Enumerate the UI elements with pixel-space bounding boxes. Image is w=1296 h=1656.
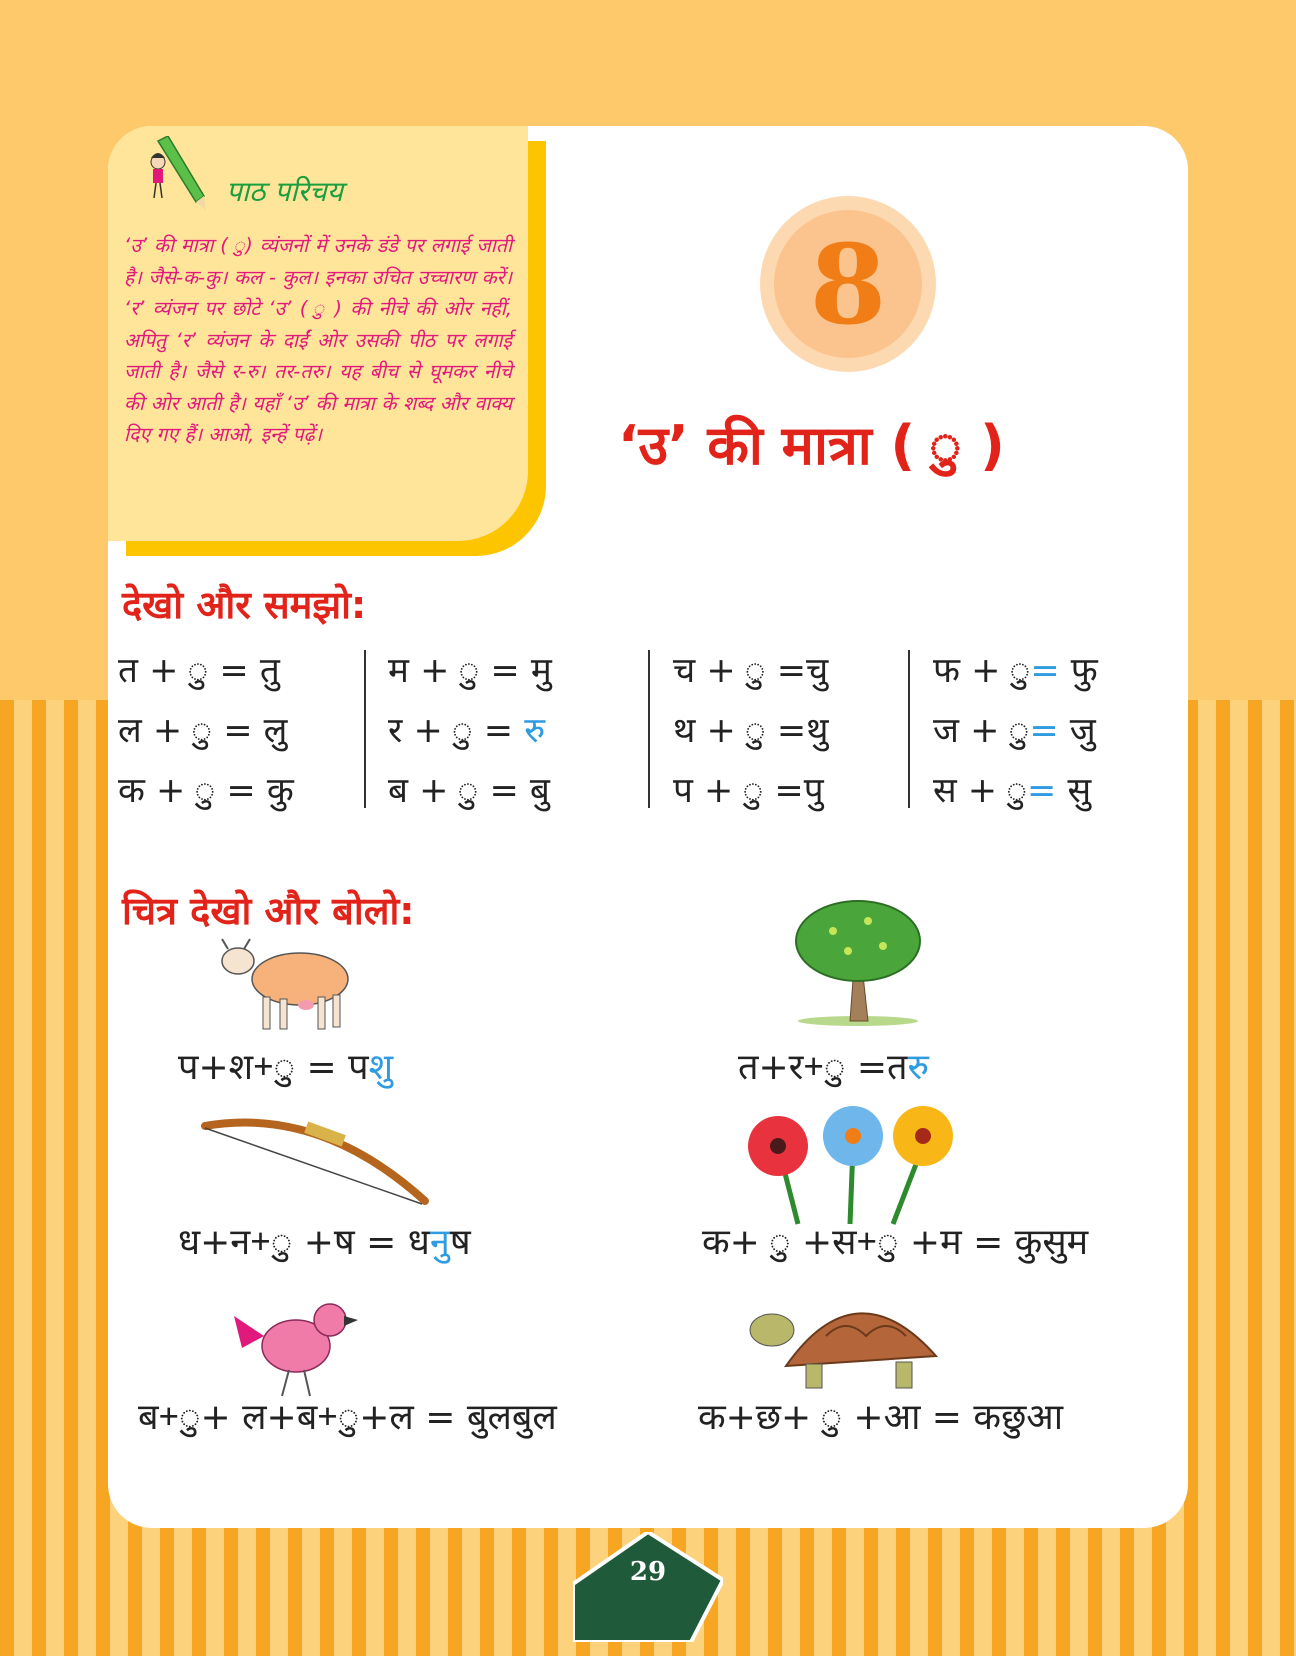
bird-icon xyxy=(234,1296,364,1406)
intro-title: पाठ परिचय xyxy=(226,175,343,208)
grid-row: फ + = फु xyxy=(933,651,1098,691)
word-taru: त+र+ =तरु xyxy=(738,1047,930,1088)
grid-column-2 xyxy=(388,646,552,826)
chapter-number-badge xyxy=(760,196,936,372)
grid-row: ल + = लु xyxy=(118,711,288,751)
grid-divider xyxy=(648,650,650,808)
intro-header xyxy=(138,136,343,216)
grid-divider xyxy=(364,650,366,808)
cow-icon xyxy=(218,931,358,1041)
grid-row: र + = रु xyxy=(388,711,546,751)
grid-row: थ + =थु xyxy=(673,711,829,751)
grid-column-3 xyxy=(673,646,829,826)
turtle-icon xyxy=(746,1286,946,1406)
section-look-speak: चित्र देखो और बोलो: xyxy=(122,889,415,933)
bow-icon xyxy=(200,1116,440,1216)
grid-row: त + = तु xyxy=(118,651,280,691)
grid-row: ब + = बु xyxy=(388,771,550,811)
word-kusum: क+ +स+ +म = कुसुम xyxy=(702,1222,1089,1263)
flowers-icon xyxy=(738,1106,968,1226)
chapter-title: ‘उ’ की मात्रा ( ु ) xyxy=(618,414,1005,477)
chapter-number: 8 xyxy=(774,210,922,358)
grid-row: म + = मु xyxy=(388,651,552,691)
word-bulbul: ब++ ल+ब++ल = बुलबुल xyxy=(138,1397,557,1438)
word-kachhua: क+छ+ +आ = कछुआ xyxy=(698,1397,1064,1438)
girl-pencil-icon xyxy=(138,136,208,216)
word-dhanush: ध+न+ +ष = धनुष xyxy=(178,1222,471,1263)
section-look-understand: देखो और समझो: xyxy=(122,583,367,627)
grid-row: प + =पु xyxy=(673,771,824,811)
grid-row: च + =चु xyxy=(673,651,829,691)
grid-column-4 xyxy=(933,646,1098,826)
tree-icon xyxy=(788,896,928,1026)
intro-text: ‘उ’ की मात्रा ( ु) व्यंजनों में उनके डंडे पर लगाई जाती है। जैसे-क-कु। कल - कुल। इनका उचित उच्चारण करें। ‘र’ व्यंजन पर छोटे ‘उ’ ( ु ) की नीचे की ओर नहीं, अपितु ‘र’ व्यंजन के दाईं ओर उसकी पीठ पर लगाई जाती है। जैसे र-रु। तर-तरु। यह बीच से घूमकर नीचे की ओर आती है। यहाँ ‘उ’ की मात्रा के शब्द और वाक्य दिए गए हैं। आओ, इन्हें पढ़ें। xyxy=(124,234,512,446)
grid-column-1 xyxy=(118,646,294,826)
page-number-badge xyxy=(573,1532,723,1642)
grid-row: स + = सु xyxy=(933,771,1092,811)
lesson-intro-box xyxy=(108,126,528,541)
grid-row: ज + = जु xyxy=(933,711,1096,751)
grid-row: क + = कु xyxy=(118,771,294,811)
word-pashu: प+श+ = पशु xyxy=(178,1047,394,1088)
page-card xyxy=(108,126,1188,1528)
page-number: 29 xyxy=(629,1557,667,1587)
grid-divider xyxy=(908,650,910,808)
